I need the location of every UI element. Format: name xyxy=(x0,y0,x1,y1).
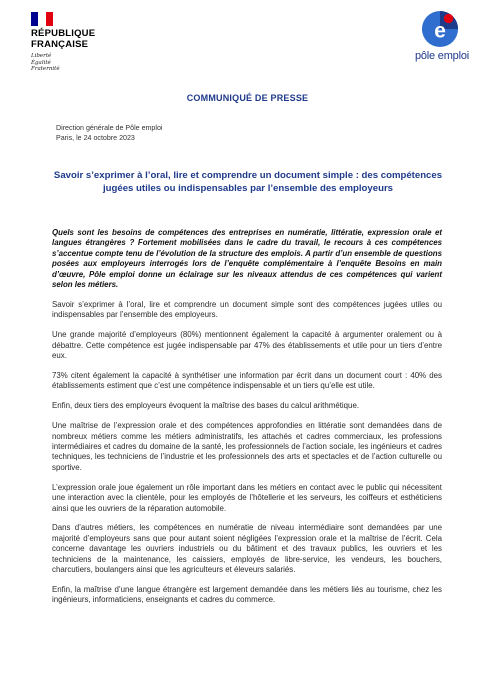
paragraph: L’expression orale joue également un rôle important dans les métiers en contact avec le public qui nécessitent une interaction avec la clientèle, pour les employés de l’hôtellerie et les serveurs, les coiffeurs et esthéticiens ainsi que les ouvriers de la réparation automobile. xyxy=(52,482,442,513)
paragraph: Une grande majorité d’employeurs (80%) mentionnent également la capacité à argumenter oralement ou à débattre. Cette compétence est jugée indispensable par 47% des établissements et utile pour un tiers d’entre eux. xyxy=(52,330,442,361)
meta-direction: Direction générale de Pôle emploi xyxy=(56,124,163,132)
pole-emploi-logo-icon xyxy=(421,10,459,48)
paragraph: Une maîtrise de l’expression orale et des compétences approfondies en littératie sont demandées dans de nombreux métiers comme les métiers administratifs, les attachés et cadres commerciaux, les professions intermédiaires et cadres du domaine de la santé, les professionnels de l’action sociale, les ingénieurs et cadres techniques, les techniciens de l’industrie et les professionnels des arts et spectacles et de l’action culturelle ou sportive. xyxy=(52,421,442,472)
pole-emploi-wordmark: pôle emploi xyxy=(414,50,469,62)
svg-text:e: e xyxy=(434,19,446,43)
rf-motto-fraternite: Fraternité xyxy=(31,66,60,72)
republique-francaise-logo xyxy=(31,12,121,73)
press-release-label: COMMUNIQUÉ DE PRESSE xyxy=(186,93,309,103)
pole-emploi-logo xyxy=(394,10,469,72)
paragraph: Savoir s’exprimer à l’oral, lire et comprendre un document simple sont des compétences jugées utiles ou indispensables par l’ensemble des employeurs. xyxy=(52,299,442,320)
french-flag-icon xyxy=(31,12,53,26)
rf-title-line1: RÉPUBLIQUE xyxy=(31,28,96,39)
paragraph: Enfin, deux tiers des employeurs évoquent la maîtrise des bases du calcul arithmétique. xyxy=(52,401,360,411)
rf-motto-egalite: Égalité xyxy=(31,59,51,66)
rf-title-line2: FRANÇAISE xyxy=(31,38,89,50)
rf-motto-liberte: Liberté xyxy=(31,53,52,59)
document-meta xyxy=(56,124,162,143)
headline: Savoir s’exprimer à l’oral, lire et comprendre un document simple : des compétences jugées utiles ou indispensables par l’ensemble des employeurs xyxy=(53,170,443,194)
meta-date: Paris, le 24 octobre 2023 xyxy=(56,133,135,142)
paragraph: Enfin, la maîtrise d’une langue étrangère est largement demandée dans les métiers liés au tourisme, chez les ingénieurs, informaticiens, enseignants et cadres du commerce. xyxy=(52,584,442,605)
paragraph: Dans d’autres métiers, les compétences en numératie de niveau intermédiaire sont demandées par une majorité d’employeurs sans que pour autant soient négligées l’expression orale et la maîtrise de l’écrit. Cela concerne davantage les ouvriers industriels ou du bâtiment et des travaux publics, les ouvriers et les techniciens de la maintenance, les caissiers, employés de libre-service, les vendeurs, les bouchers, charcutiers, boulangers ainsi que les agriculteurs et éleveurs salariés. xyxy=(52,523,442,575)
document-body xyxy=(52,228,442,615)
paragraph: 73% citent également la capacité à synthétiser une information par écrit dans un document court : 40% des établissements estiment que c’est une compétence indispensable et un tiers qu’elle est utile. xyxy=(52,370,442,391)
lead-paragraph: Quels sont les besoins de compétences des entreprises en numératie, littératie, expression orale et langues étrangères ? Fortement mobilisées dans le cadre du travail, le recours à ces compétences s’accentue compte tenu de l’évolution de la structure des emplois. A partir d’un ensemble de questions posées aux employeurs interrogés lors de l’enquête complémentaire à l’enquête Besoins en main d’œuvre, Pôle emploi donne un éclairage sur les niveaux attendus de ces compétences qui varient selon les métiers. xyxy=(52,228,442,290)
rf-motto xyxy=(31,53,121,73)
